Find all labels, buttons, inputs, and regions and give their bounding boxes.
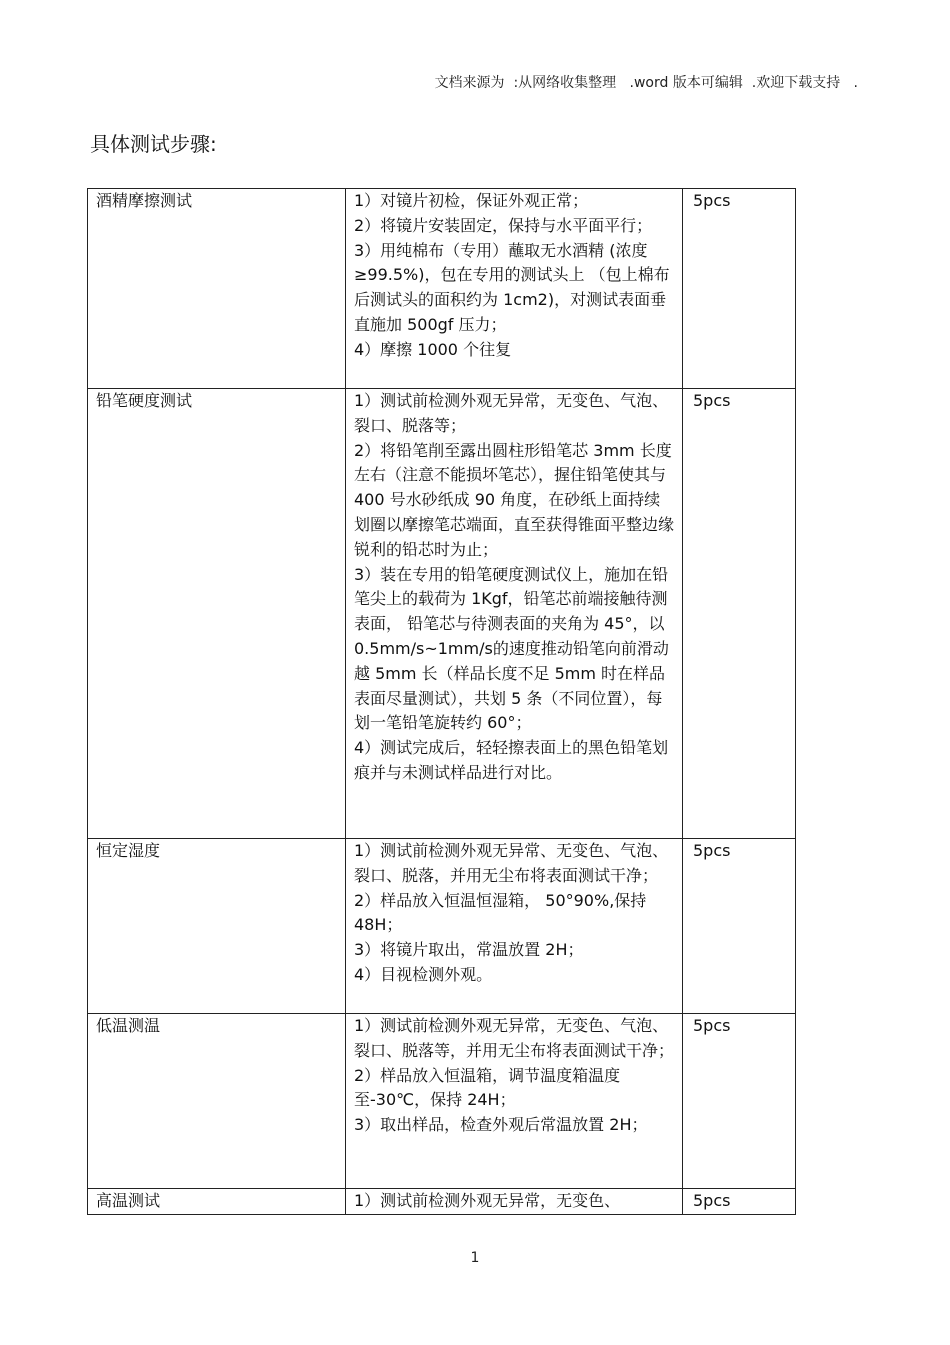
- table-row: [88, 389, 796, 839]
- test-steps-cell: [346, 189, 683, 389]
- section-title: 具体测试步骤:: [90, 132, 217, 156]
- test-steps-cell: [346, 1189, 683, 1215]
- test-steps-cell: [346, 839, 683, 1014]
- test-step: 3）将镜片取出，常温放置 2H；: [354, 940, 584, 960]
- test-steps-cell: [346, 389, 683, 839]
- test-name-cell: 高温测试: [88, 1189, 346, 1215]
- test-step: 1）测试前检测外观无异常、无变色、气泡、裂口、脱落，并用无尘布将表面测试干净；: [354, 841, 669, 885]
- test-step: 3）装在专用的铅笔硬度测试仪上，施加在铅笔尖上的载荷为 1Kgf，铅笔芯前端接触待测表面， 铅笔芯与待测表面的夹角为 45°，以 0.5mm/s~1mm/s的速度推动铅笔向前滑动越 5mm 长（样品长度不足 5mm 时在样品表面尽量测试），共划 5 条（不同位置），每划一笔铅笔旋转约 60°；: [354, 564, 669, 733]
- header-note: 文档来源为 :从网络收集整理 .word 版本可编辑 .欢迎下载支持 .: [434, 75, 858, 91]
- table-row: [88, 839, 796, 1014]
- test-step: 2）将镜片安装固定，保持与水平面平行；: [354, 215, 653, 235]
- test-quantity-cell: 5pcs: [683, 189, 796, 389]
- test-steps-cell: [346, 1014, 683, 1189]
- test-step: 1）测试前检测外观无异常，无变色、气泡、裂口、脱落等，并用无尘布将表面测试干净；: [354, 1016, 675, 1060]
- table-row: [88, 189, 796, 389]
- test-quantity-cell: 5pcs: [683, 389, 796, 839]
- table-row: [88, 1189, 796, 1215]
- test-name-cell: 铅笔硬度测试: [88, 389, 346, 839]
- test-step: 2）将铅笔削至露出圆柱形铅笔芯 3mm 长度左右（注意不能损坏笔芯），握住铅笔使其与 400 号水砂纸成 90 角度，在砂纸上面持续划圈以摩擦笔芯端面，直至获得锥面平整边缘锐利的铅芯时为止；: [354, 440, 675, 559]
- test-quantity-cell: 5pcs: [683, 1014, 796, 1189]
- test-step: 3）取出样品，检查外观后常温放置 2H；: [354, 1115, 648, 1135]
- test-step: 2）样品放入恒温箱，调节温度箱温度至-30℃，保持 24H；: [354, 1065, 621, 1110]
- test-quantity-cell: 5pcs: [683, 839, 796, 1014]
- test-step: 4）测试完成后，轻轻擦表面上的黑色铅笔划痕并与未测试样品进行对比。: [354, 738, 669, 782]
- table-row: [88, 1014, 796, 1189]
- test-name-cell: 低温测温: [88, 1014, 346, 1189]
- test-step: 1）测试前检测外观无异常，无变色、: [354, 1191, 621, 1210]
- test-step: 3）用纯棉布（专用）蘸取无水酒精 (浓度≥99.5%)，包在专用的测试头上 （包上棉布后测试头的面积约为 1cm2)，对测试表面垂直施加 500gf 压力；: [354, 240, 670, 334]
- test-step: 2）样品放入恒温恒湿箱， 50°90%,保持 48H；: [354, 890, 647, 935]
- test-step: 1）对镜片初检，保证外观正常；: [354, 191, 589, 210]
- test-quantity-cell: 5pcs: [683, 1189, 796, 1215]
- test-name-cell: 酒精摩擦测试: [88, 189, 346, 389]
- test-step: 4）摩擦 1000 个往复: [354, 339, 512, 359]
- page-number: 1: [470, 1250, 480, 1266]
- test-step: 1）测试前检测外观无异常，无变色、气泡、裂口、脱落等；: [354, 391, 669, 435]
- test-steps-table: [87, 188, 796, 1215]
- test-name-cell: 恒定湿度: [88, 839, 346, 1014]
- test-step: 4）目视检测外观。: [354, 964, 493, 984]
